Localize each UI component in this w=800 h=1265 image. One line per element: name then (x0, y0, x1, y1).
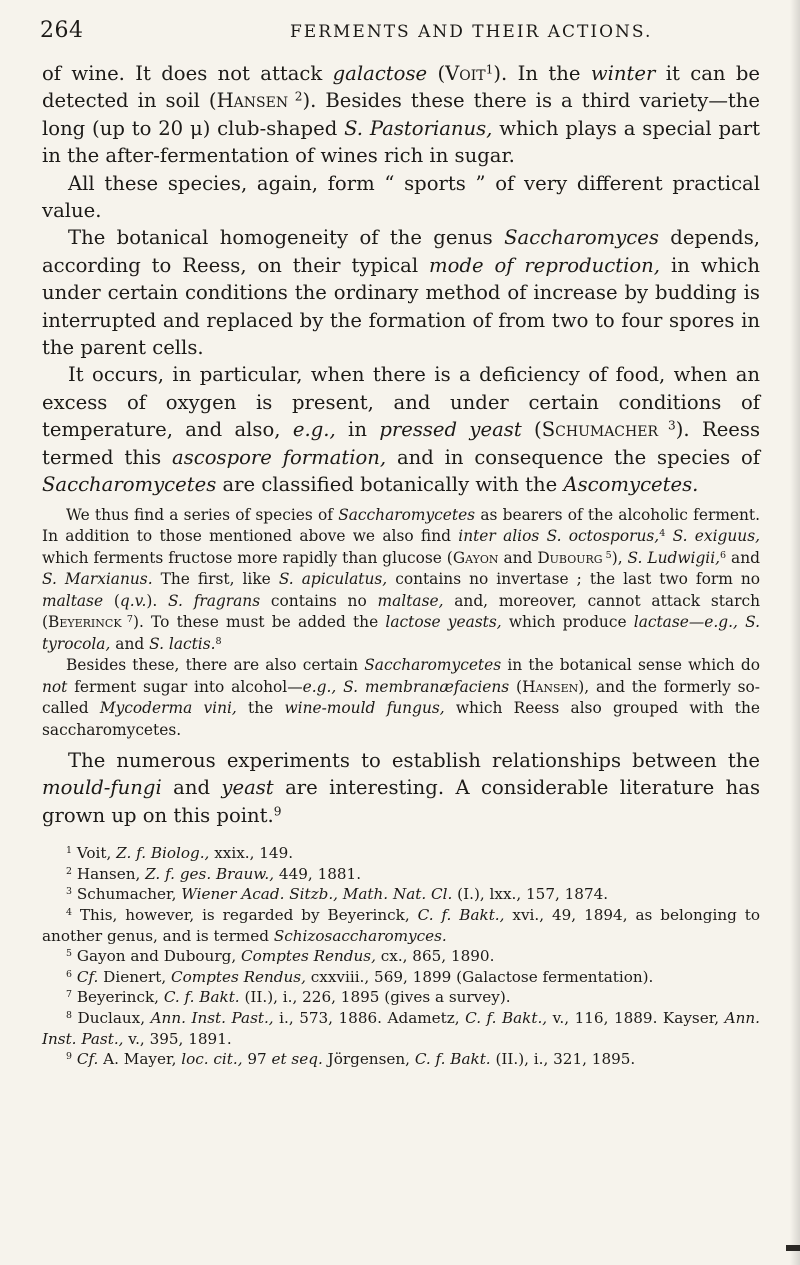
italic-run: mode of reproduction, (429, 253, 661, 277)
footnote (42, 905, 760, 946)
footnote-ref: 8 (66, 1009, 72, 1021)
text-run: Voit (445, 62, 486, 85)
italic-run: Cf. (76, 967, 99, 986)
italic-run: Schizosaccharomyces. (273, 926, 447, 945)
text-run: The botanical homogeneity of the genus (68, 226, 505, 250)
footnote-ref: 6 (66, 968, 72, 980)
paragraph (42, 170, 760, 225)
text-run: contains no invertase ; the last two form no (387, 570, 761, 588)
italic-run: Cf. (76, 1050, 99, 1069)
italic-run: Ann. Inst. Past., (42, 1008, 760, 1048)
paragraph (42, 361, 760, 498)
text-run: 97 (242, 1050, 272, 1069)
footnote (42, 864, 760, 885)
text-run: xxix., 149. (209, 844, 294, 863)
italic-run: loc. cit., (181, 1050, 243, 1069)
footnote-ref: 6 (720, 549, 727, 561)
text-run: Beyerinck, (72, 988, 164, 1007)
text-run: the (236, 699, 285, 717)
text-run: Beyerinck (48, 613, 122, 631)
text-run: 449, 1881. (274, 864, 362, 883)
text-run: Besides these, there are also certain (66, 656, 365, 674)
text-run: and, moreover, cannot attack starch ( (42, 591, 760, 631)
footnotes (42, 843, 760, 1070)
footnote-ref: 3 (66, 886, 72, 898)
text-run: Schumacher, (72, 885, 182, 904)
italic-run: galactose (332, 62, 428, 85)
italic-run: Ascomycetes. (563, 473, 699, 497)
page-edge-shadow (790, 0, 800, 1265)
footnote-ref: 9 (273, 804, 282, 819)
italic-run: lactose yeasts, (385, 613, 502, 631)
paragraph (42, 505, 760, 656)
italic-run: Wiener Acad. Sitzb., Math. Nat. Cl. (181, 885, 453, 904)
footnote-ref: 7 (66, 989, 72, 1001)
text-run: which ferments fructose more rapidly than glucose ( (42, 548, 453, 567)
italic-run: Comptes Rendus, (240, 947, 376, 966)
italic-run: Saccharomycetes (42, 473, 217, 497)
text-run: of wine. It does not attack (42, 62, 333, 85)
text-run: This, however, is regarded by Beyerinck, (72, 906, 418, 924)
italic-run: yeast (221, 776, 274, 800)
text-run: ), (611, 548, 628, 567)
body-text (42, 60, 760, 1070)
text-run: Hansen, (72, 864, 146, 883)
page-number: 264 (40, 18, 84, 43)
italic-run: C. f. Bakt., (465, 1008, 548, 1027)
italic-run: Comptes Rendus, (171, 967, 306, 986)
italic-run: S. Pastorianus, (344, 116, 493, 140)
paragraph (42, 60, 760, 170)
italic-run: C. f. Bakt., (417, 906, 505, 924)
text-run: We thus find a series of species of (66, 505, 339, 524)
footnote-ref: 1 (485, 62, 494, 77)
text-run: A. Mayer, (98, 1050, 182, 1069)
paragraph (42, 747, 760, 829)
text-run: which Reess also grouped with the saccharomycetes. (42, 699, 760, 739)
paragraph (42, 224, 760, 361)
text-run: as bearers of the alcoholic ferment. In addition to those mentioned above we also find (42, 505, 761, 545)
footnote (42, 843, 760, 864)
text-run: Gayon (452, 548, 499, 567)
text-run: ferment sugar into alcohol— (67, 677, 303, 696)
italic-run: ascospore formation, (172, 445, 387, 469)
text-run: (I.), lxx., 157, 1874. (452, 885, 609, 904)
text-run: in (335, 418, 380, 442)
italic-run: S. Marxianus. (42, 570, 153, 588)
text-run: All these species, again, form “ sports ” of very different practical value. (42, 171, 760, 223)
footnote-ref: 1 (66, 845, 72, 857)
footnote-ref: 7 (121, 613, 133, 625)
text-run: and (498, 548, 538, 567)
text-run: (II.), i., 226, 1895 (gives a survey). (239, 988, 511, 1007)
text-run: Voit, (72, 844, 117, 863)
footnote-ref: 8 (215, 635, 222, 647)
italic-run: mould-fungi (42, 776, 162, 800)
italic-run: S. lactis. (149, 634, 216, 653)
page-header (40, 18, 760, 48)
text-run: i., 573, 1886. Adametz, (273, 1008, 466, 1027)
italic-run: Saccharomyces (504, 226, 659, 250)
italic-run: Z. f. ges. Brauw., (145, 864, 275, 883)
italic-run: et seq. (271, 1050, 323, 1069)
italic-run: S. fragrans (168, 591, 261, 610)
text-run: in which under certain conditions the ordinary method of increase by budding is interrupted and replaced by the formation of from two to four spores in the parent cells. (42, 253, 761, 360)
italic-run: q.v. (119, 591, 147, 610)
text-run: cx., 865, 1890. (375, 947, 495, 966)
text-run: Jörgensen, (322, 1050, 415, 1069)
footnote (42, 884, 760, 905)
footnote (42, 1049, 760, 1070)
italic-run: Mycoderma vini, (99, 699, 237, 717)
text-run: v., 395, 1891. (123, 1029, 232, 1048)
footnote-ref: 3 (658, 418, 676, 433)
italic-run: inter alios S. octosporus, (458, 527, 660, 545)
running-title: FERMENTS AND THEIR ACTIONS. (290, 22, 653, 42)
italic-run: Saccharomycetes (364, 656, 502, 674)
text-run: ). To these must be added the (132, 613, 386, 631)
text-run: Gayon and Dubourg, (72, 947, 241, 966)
text-run: Hansen (522, 677, 579, 696)
paragraph (42, 655, 760, 741)
text-run: ), and the formerly so-called (42, 677, 760, 717)
footnote-ref: 5 (602, 549, 612, 561)
footnote-ref: 5 (66, 948, 72, 960)
italic-run: C. f. Bakt. (163, 988, 240, 1007)
footnote (42, 967, 760, 988)
text-run: ). In the (493, 62, 591, 85)
text-run: and (161, 776, 222, 800)
text-run: Schumacher (541, 418, 658, 442)
text-run: ). Besides these there is a third variety—the long (up to 20 μ) club-shaped (42, 89, 760, 140)
text-run: ). Reess termed this (42, 418, 761, 469)
text-run: which plays a special part in the after-fermentation of wines rich in sugar. (42, 116, 760, 168)
text-run: cxxviii., 569, 1899 (Galactose fermentation). (305, 967, 654, 986)
text-run: (II.), i., 321, 1895. (490, 1050, 636, 1069)
page-edge-mark (786, 1245, 800, 1251)
text-run: xvi., 49, 1894, as belonging to another genus, and is termed (42, 906, 760, 945)
footnote (42, 946, 760, 967)
text-run: which produce (501, 613, 634, 631)
italic-run: wine-mould fungus, (284, 699, 445, 717)
footnote-ref: 2 (66, 865, 72, 877)
text-run: Dienert, (98, 967, 171, 986)
text-run: It occurs, in particular, when there is a deficiency of food, when an excess of oxygen is present, and under certain conditions of temperature, and also, (42, 363, 760, 442)
footnote-ref: 4 (66, 906, 72, 918)
footnote-ref: 4 (659, 527, 666, 539)
text-run: depends, according to Reess, on their typical (42, 226, 760, 277)
text-run: and (110, 634, 150, 653)
text-run: ( (103, 591, 120, 610)
text-run: ( (509, 677, 523, 696)
italic-run: e.g., (292, 418, 336, 442)
italic-run: Z. f. Biolog., (116, 844, 210, 863)
text-run: The first, like (152, 570, 279, 588)
text-run: ( (521, 418, 542, 442)
italic-run: maltase, (377, 591, 444, 610)
text-run: Dubourg (537, 548, 603, 567)
italic-run: S. Ludwigii, (627, 548, 721, 567)
text-run: it can be detected in soil ( (42, 62, 761, 113)
text-run: v., 116, 1889. Kayser, (547, 1008, 725, 1027)
italic-run: winter (590, 62, 656, 85)
italic-run: Saccharomycetes (338, 505, 476, 524)
footnote-ref: 9 (66, 1050, 72, 1062)
text-run: and (726, 548, 760, 567)
italic-run: S. exiguus, (672, 527, 760, 545)
footnote-ref: 2 (288, 89, 303, 104)
italic-run: not (42, 677, 68, 696)
text-run: contains no (260, 591, 378, 610)
italic-run: lactase—e.g., S. tyrocola, (42, 613, 760, 653)
italic-run: S. apiculatus, (278, 570, 388, 588)
italic-run: e.g., S. membranæfaciens (302, 677, 510, 696)
italic-run: C. f. Bakt. (414, 1050, 491, 1069)
text-run: are classified botanically with the (216, 473, 564, 497)
text-run: Duclaux, (72, 1008, 151, 1027)
text-run: are interesting. A considerable literature has grown up on this point. (42, 776, 760, 827)
text-run: The numerous experiments to establish relationships between the (68, 749, 760, 772)
text-run (665, 527, 672, 545)
text-run: and in consequence the species of (386, 445, 760, 469)
footnote (42, 1008, 760, 1049)
text-run: Hansen (216, 89, 289, 113)
footnote (42, 987, 760, 1008)
text-run: in the botanical sense which do (501, 656, 760, 674)
text-run: ( (427, 62, 446, 85)
text-run: ). (146, 591, 169, 610)
italic-run: maltase (42, 591, 104, 610)
italic-run: Ann. Inst. Past., (150, 1008, 274, 1027)
italic-run: pressed yeast (379, 418, 522, 442)
